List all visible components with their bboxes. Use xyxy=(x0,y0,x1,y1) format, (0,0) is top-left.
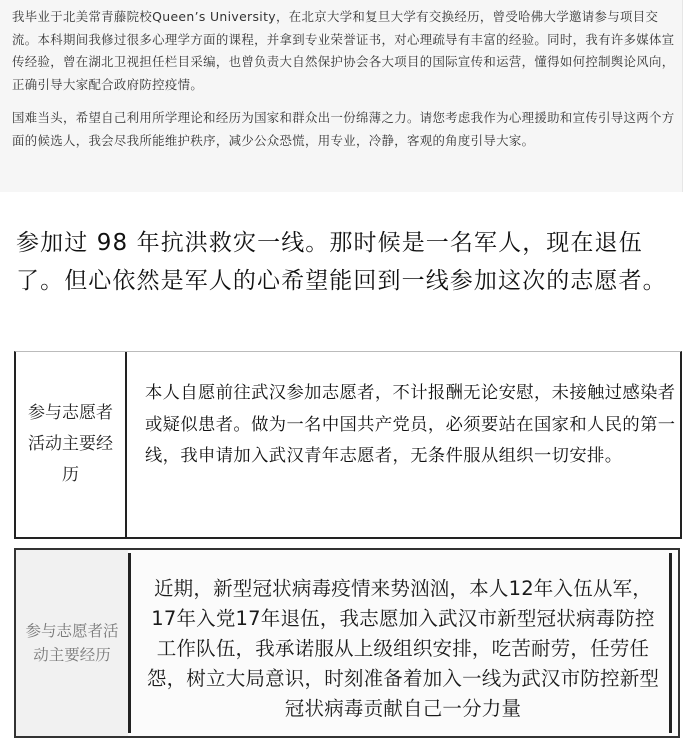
application-paragraph-2: 国难当头，希望自己利用所学理论和经历为国家和群众出一份绵薄之力。请您考虑我作为心理援助和宣传引导这两个方面的候选人，我会尽我所能维护秩序，减少公众恐慌，用专业，冷静，客观的角度引导大家。 xyxy=(12,110,675,148)
form1-label-cell xyxy=(16,352,127,537)
volunteer-form-table-2 xyxy=(14,548,680,738)
form2-value-cell xyxy=(128,553,672,733)
application-text-card xyxy=(0,0,683,192)
veteran-statement: 参加过 98 年抗洪救灾一线。那时候是一名军人，现在退伍了。但心依然是军人的心希望能回到一线参加这次的志愿者。 xyxy=(16,230,667,294)
form2-label: 参与志愿者活动主要经历 xyxy=(25,622,119,664)
form1-value-cell xyxy=(127,352,680,537)
application-paragraph-1: 我毕业于北美常青藤院校Queen’s University，在北京大学和复旦大学有交换经历，曾受哈佛大学邀请参与项目交流。本科期间我修过很多心理学方面的课程，并拿到专业荣誉证书，对心理疏导有丰富的经验。同时，我有许多媒体宣传经验，曾在湖北卫视担任栏目采编，也曾负责大自然保护协会各大项目的国际宣传和运营，懂得如何控制舆论风向，正确引导大家配合政府防控疫情。 xyxy=(12,9,675,92)
volunteer-form-table-1 xyxy=(14,351,682,539)
form1-label: 参与志愿者活动主要经历 xyxy=(28,403,113,485)
form2-value: 近期，新型冠状病毒疫情来势汹汹，本人12年入伍从军，17年入党17年退伍，我志愿加入武汉市新型冠状病毒防控工作队伍，我承诺服从上级组织安排，吃苦耐劳，任劳任怨，树立大局意识，时刻准备着加入一线为武汉市防控新型冠状病毒贡献自己一分力量 xyxy=(146,577,660,720)
form1-value: 本人自愿前往武汉参加志愿者，不计报酬无论安慰，未接触过感染者或疑似患者。做为一名中国共产党员，必须要站在国家和人民的第一线，我申请加入武汉青年志愿者，无条件服从组织一切安排。 xyxy=(145,383,676,466)
form2-label-cell xyxy=(16,550,128,736)
